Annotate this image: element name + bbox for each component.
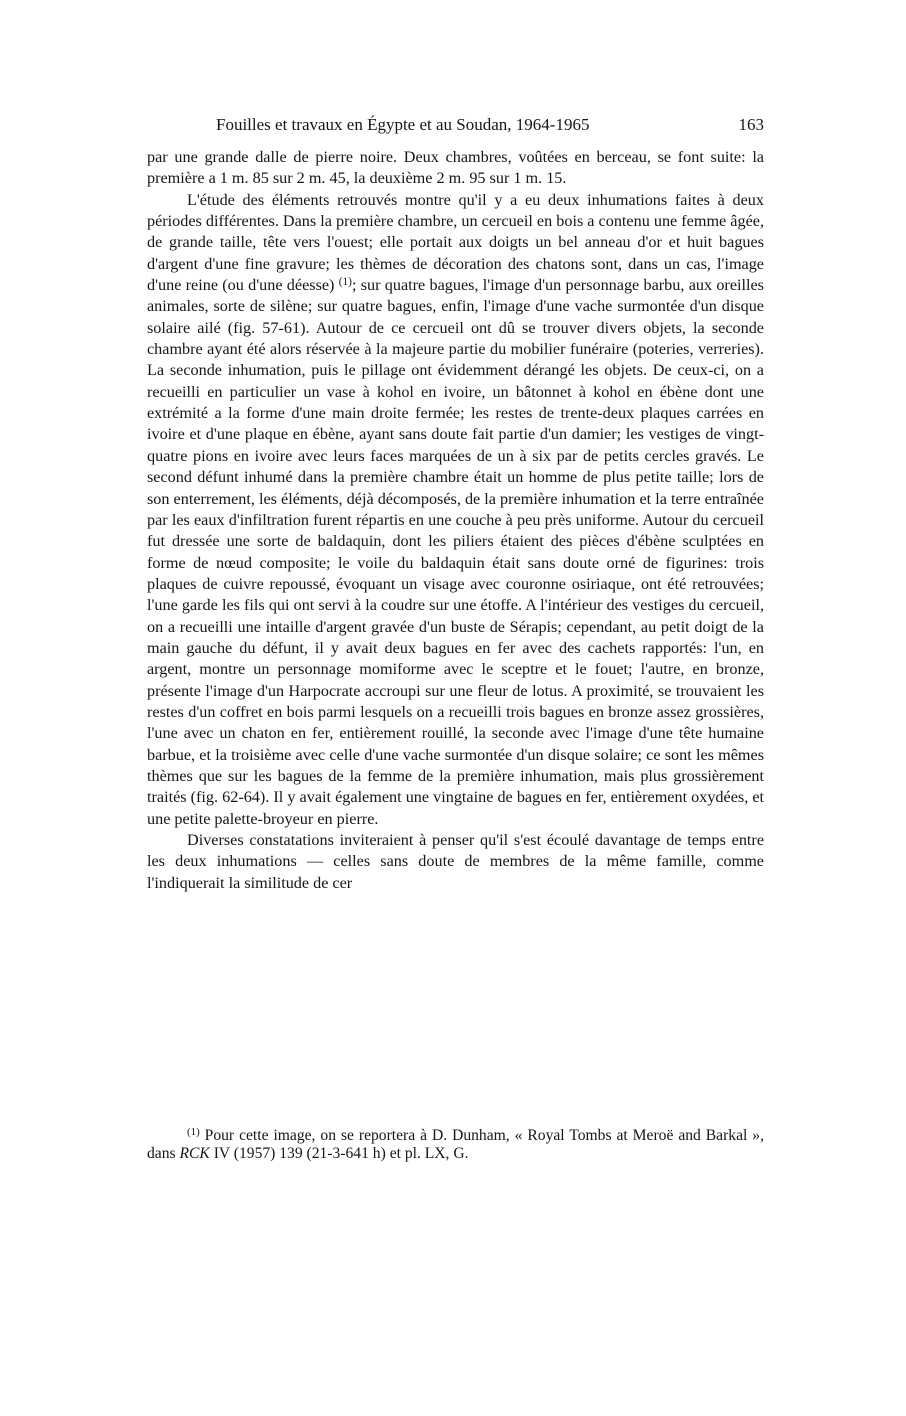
text-run: par une grande dalle de pierre noire. Deux chambres, voûtées en berceau, se font suite: la première a 1 m. 85 sur 2 m. 45, la deuxième 2 m. 95 sur 1 m. 15. [147, 148, 764, 188]
paragraph [147, 830, 764, 894]
italic-text: RCK [179, 1145, 210, 1162]
text-run: IV (1957) 139 (21-3-641 h) et pl. LX, G. [209, 1145, 469, 1162]
footnote-marker: (1) [187, 1126, 200, 1139]
text-run: Pour cette image, on se reportera à D. Dunham, « Royal Tombs at Meroë and Barkal », dans [147, 1127, 764, 1162]
paragraph [147, 190, 764, 830]
running-title: Fouilles et travaux en Égypte et au Soudan, 1964-1965 [216, 115, 590, 134]
page [147, 0, 764, 1416]
page-number: 163 [738, 115, 764, 134]
footnote [147, 1127, 764, 1163]
text-run: L'étude des éléments retrouvés montre qu'il y a eu deux inhumations faites à deux périodes différentes. Dans la première chambre, un cercueil en bois a contenu une femme âgée, de grande taille, tête vers l'ouest; elle portait aux doigts un bel anneau d'or et huit bagues d'argent d'une fine gravure; les thèmes de décoration des chatons sont, dans un cas, l'image d'une reine (ou d'une déesse) [147, 190, 764, 295]
running-head [147, 113, 764, 137]
text-run: Diverses constatations inviteraient à penser qu'il s'est écoulé davantage de temps entre les deux inhumations — celles sans doute de membres de la même famille, comme l'indiquerait la similitude de cer [147, 831, 764, 892]
paragraph [147, 147, 764, 190]
footnote-marker: (1) [338, 275, 352, 288]
text-run: ; sur quatre bagues, l'image d'un personnage barbu, aux oreilles animales, sorte de silène; sur quatre bagues, enfin, l'image d'une vache surmontée d'un disque solaire ailé (fig. 57-61). Autour de ce cercueil ont dû se trouver divers objets, la seconde chambre ayant été alors réservée à la majeure partie du mobilier funéraire (poteries, verreries). La seconde inhumation, puis le pillage ont évidemment dérangé les objets. De ceux-ci, on a recueilli en particulier un vase à kohol en ivoire, un bâtonnet à kohol en ébène dont une extrémité a la forme d'une main droite fermée; les restes de trente-deux plaques carrées en ivoire et d'une plaque en ébène, ayant sans doute fait partie d'un damier; les vestiges de vingt-quatre pions en ivoire avec leurs faces marquées de un à six par de petits cercles gravés. Le second défunt inhumé dans la première chambre était un homme de plus petite taille; lors de son enterrement, les éléments, déjà décomposés, de la première inhumation et la terre entraînée par les eaux d'infiltration furent répartis en une couche à peu près uniforme. Autour du cercueil fut dressée une sorte de baldaquin, dont les piliers étaient des pièces d'ébène sculptées en forme de nœud composite; le voile du baldaquin était sans doute orné de figurines: trois plaques de cuivre repoussé, évoquant un visage avec couronne osiriaque, ont été retrouvées; l'une garde les fils qui ont servi à la coudre sur une étoffe. A l'intérieur des vestiges du cercueil, on a recueilli une intaille d'argent gravée d'un buste de Sérapis; cependant, au petit doigt de la main gauche du défunt, il y avait deux bagues en fer avec des cachets rapportés: l'un, en argent, montre un personnage momiforme avec le sceptre et le fouet; l'autre, en bronze, présente l'image d'un Harpocrate accroupi sur une fleur de lotus. A proximité, se trouvaient les restes d'un coffret en bois parmi lesquels on a recueilli trois bagues en bronze assez grossières, l'une avec un chaton en fer, entièrement rouillé, la seconde avec l'image d'une tête humaine barbue, et la troisième avec celle d'une vache surmontée d'un disque solaire; ce sont les mêmes thèmes que sur les bagues de la femme de la première inhumation, mais plus grossièrement traités (fig. 62-64). Il y avait également une vingtaine de bagues en fer, entièrement oxydées, et une petite palette-broyeur en pierre. [147, 276, 764, 828]
body-text [147, 147, 764, 894]
